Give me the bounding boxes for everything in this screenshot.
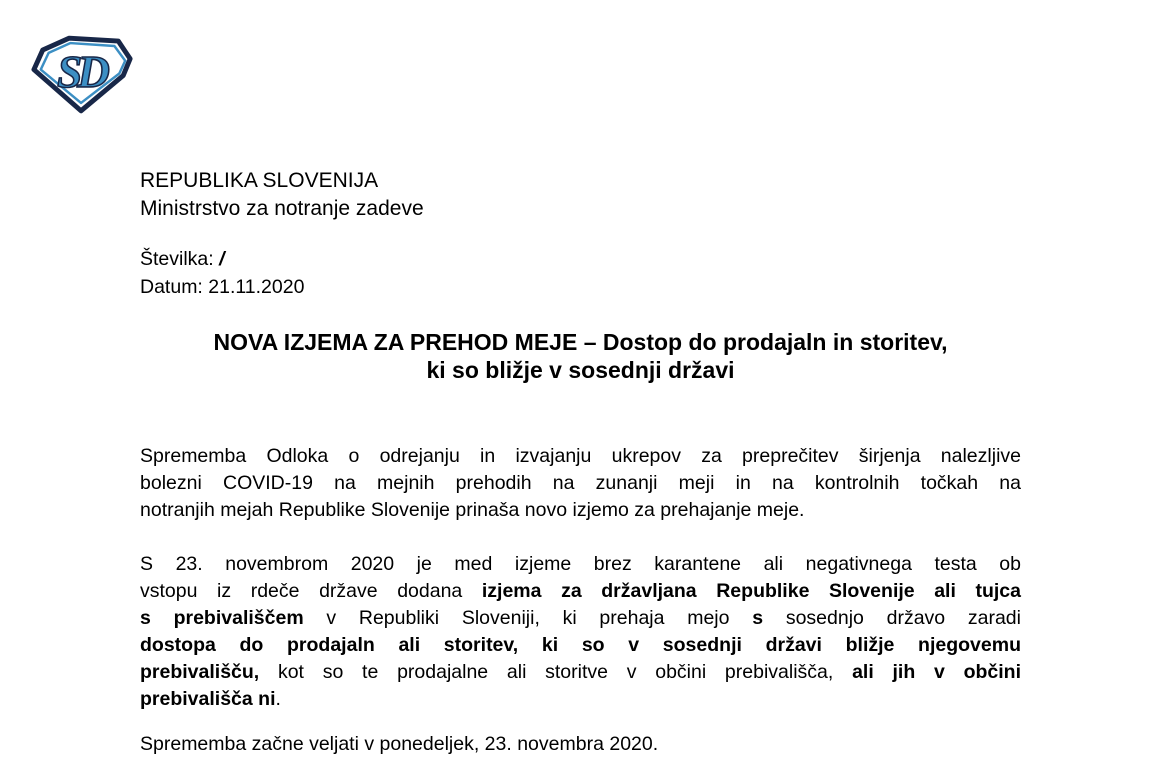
paragraph-2 — [140, 551, 1021, 713]
text-line — [140, 551, 1021, 578]
text-run: S 23. novembrom 2020 je med izjeme brez karantene ali negativnega testa ob — [140, 553, 1021, 575]
text-run: Številka: — [140, 248, 220, 270]
text-line — [140, 497, 1021, 524]
document-date — [140, 274, 1021, 302]
text-run: s prebivališčem — [140, 607, 304, 629]
text-line — [140, 632, 1021, 659]
text-run: . — [275, 688, 281, 710]
text-run: Sprememba začne veljati v ponedeljek, 23. novembra 2020. — [140, 733, 659, 755]
text-run: prebivališču, — [140, 661, 260, 683]
document-title-line-1: NOVA IZJEMA ZA PREHOD MEJE – Dostop do prodajaln in storitev, — [213, 329, 948, 355]
sd-shield-icon — [28, 32, 136, 116]
text-line — [140, 578, 1021, 605]
text-run: bolezni COVID-19 na mejnih prehodih na zunanji meji in na kontrolnih točkah na — [140, 472, 1021, 494]
text-run: / — [219, 248, 225, 270]
letterhead — [140, 167, 1021, 223]
org-name: REPUBLIKA SLOVENIJA — [140, 169, 379, 192]
document-title — [140, 328, 1021, 384]
text-line — [140, 470, 1021, 497]
document-number — [140, 246, 1021, 274]
text-run: Datum: 21.11.2020 — [140, 275, 305, 298]
document-meta — [140, 246, 1021, 301]
text-run: ali jih v občini — [852, 661, 1021, 683]
text-run: vstopu iz rdeče države dodana — [140, 580, 482, 602]
text-run: kot so te prodajalne ali storitve v občini prebivališča, — [259, 661, 853, 683]
sd-shield-logo — [28, 32, 136, 116]
svg-text:SD: SD — [57, 47, 105, 98]
text-run: Sprememba Odloka o odrejanju in izvajanju ukrepov za preprečitev širjenja nalezljive — [140, 445, 1021, 467]
paragraph-3-truncated — [140, 731, 1021, 758]
document-title-line-2: ki so bližje v sosednji državi — [426, 357, 735, 383]
text-line — [140, 659, 1021, 686]
text-line — [140, 443, 1021, 470]
text-run: dostopa do prodajaln ali storitev, ki so v sosednji državi bližje njegovemu — [140, 634, 1021, 656]
dept-name: Ministrstvo za notranje zadeve — [140, 197, 424, 220]
paragraph-1 — [140, 443, 1021, 524]
text-run: v Republiki Sloveniji, ki prehaja mejo — [303, 607, 753, 629]
text-run: izjema za državljana Republike Slovenije ali tujca — [481, 580, 1021, 602]
text-line — [140, 686, 1021, 713]
text-line — [140, 605, 1021, 632]
text-line — [140, 731, 1021, 758]
text-run: notranjih mejah Republike Slovenije prinaša novo izjemo za prehajanje meje. — [140, 499, 805, 521]
text-run: prebivališča ni — [140, 688, 276, 710]
text-run: s — [752, 607, 764, 629]
text-run: sosednjo državo zaradi — [763, 607, 1021, 629]
